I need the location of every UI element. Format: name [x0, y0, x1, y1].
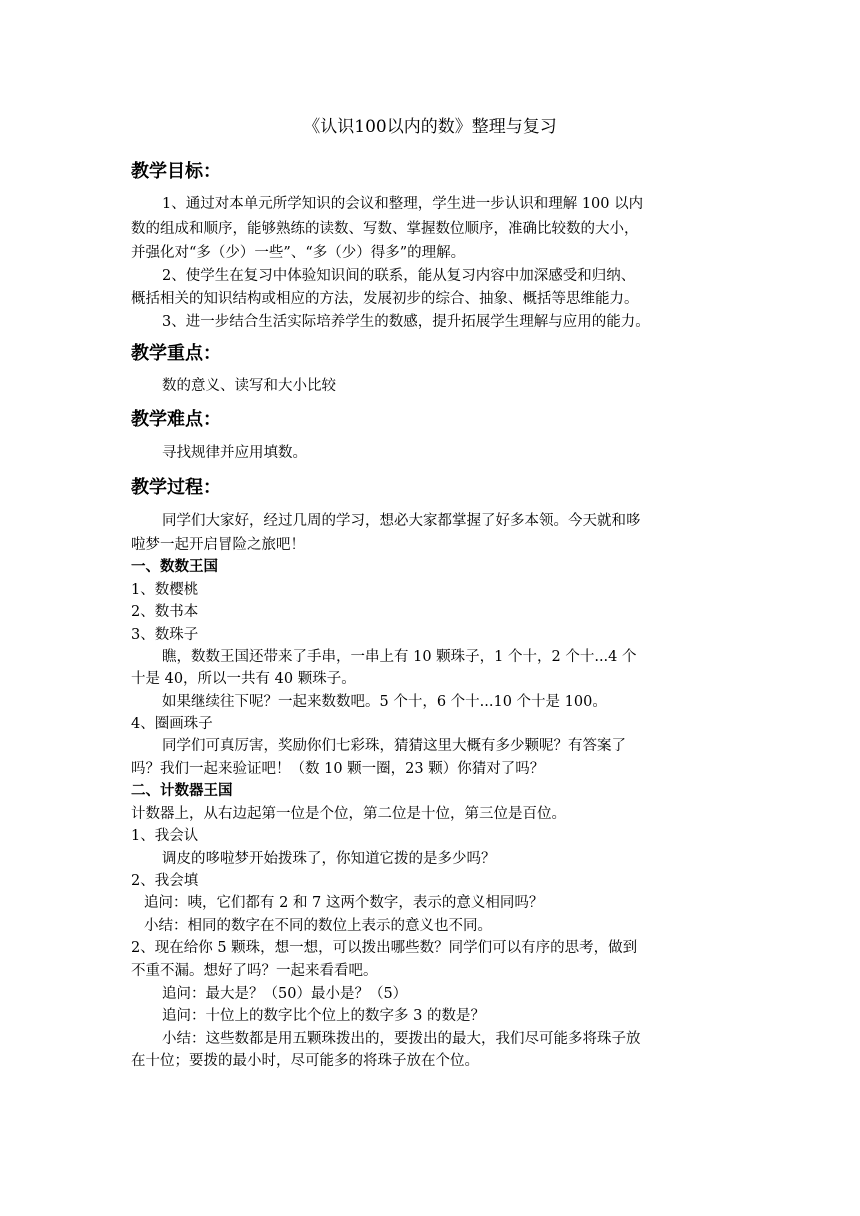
objectives-line: 并强化对“多（少）一些”、“多（少）得多”的理解。: [131, 245, 466, 261]
process-line: 1、数樱桃: [131, 582, 199, 598]
process-line: 同学们大家好，经过几周的学习，想必大家都掌握了好多本领。今天就和哆: [162, 513, 641, 529]
process-line: 小结：相同的数字在不同的数位上表示的意义也不同。: [144, 918, 492, 934]
process-line: 不重不漏。想好了吗？一起来看看吧。: [131, 963, 378, 979]
objectives-heading: 教学目标：: [131, 161, 221, 182]
process-line: 追问：最大是？（50）最小是？（5）: [162, 986, 408, 1002]
process-line: 如果继续往下呢？一起来数数吧。5 个十，6 个十...10 个十是 100。: [162, 694, 607, 710]
process-line: 小结：这些数都是用五颗珠拨出的，要拨出的最大，我们尽可能多将珠子放: [162, 1031, 641, 1047]
process-line: 啦梦一起开启冒险之旅吧！: [131, 537, 305, 553]
objectives-line: 1、通过对本单元所学知识的会议和整理，学生进一步认识和理解 100 以内: [162, 196, 644, 212]
process-line: 2、我会填: [131, 873, 199, 889]
difficulties-text: 寻找规律并应用填数。: [162, 445, 307, 461]
process-line: 2、现在给你 5 颗珠，想一想，可以拨出哪些数？同学们可以有序的思考，做到: [131, 940, 638, 956]
process-line: 追问：十位上的数字比个位上的数字多 3 的数是？: [162, 1008, 485, 1024]
process-line: 十是 40，所以一共有 40 颗珠子。: [131, 671, 356, 687]
objectives-line: 数的组成和顺序，能够熟练的读数、写数、掌握数位顺序，准确比较数的大小，: [131, 221, 639, 237]
key-points-heading: 教学重点：: [131, 343, 221, 364]
process-line: 3、数珠子: [131, 627, 199, 643]
process-line: 2、数书本: [131, 604, 199, 620]
document-title: 《认识100以内的数》整理与复习: [303, 117, 557, 137]
section-heading-counting-kingdom: 一、数数王国: [131, 559, 218, 575]
process-line: 在十位；要拨的最小时，尽可能多的将珠子放在个位。: [131, 1053, 479, 1069]
process-line: 调皮的哆啦梦开始拨珠了，你知道它拨的是多少吗？: [162, 851, 496, 867]
process-line: 1、我会认: [131, 828, 199, 844]
process-line: 4、圈画珠子: [131, 716, 213, 732]
key-points-text: 数的意义、读写和大小比较: [162, 378, 336, 394]
process-heading: 教学过程：: [131, 477, 221, 498]
process-line: 瞧，数数王国还带来了手串，一串上有 10 颗珠子，1 个十，2 个十...4 个: [162, 649, 637, 665]
objectives-line: 3、进一步结合生活实际培养学生的数感，提升拓展学生理解与应用的能力。: [162, 314, 650, 330]
section-heading-counter-kingdom: 二、计数器王国: [131, 783, 233, 799]
objectives-line: 概括相关的知识结构或相应的方法，发展初步的综合、抽象、概括等思维能力。: [131, 291, 639, 307]
process-line: 计数器上，从右边起第一位是个位，第二位是十位，第三位是百位。: [131, 806, 566, 822]
objectives-line: 2、使学生在复习中体验知识间的联系，能从复习内容中加深感受和归纳、: [162, 268, 636, 284]
process-line: 同学们可真厉害，奖励你们七彩珠，猜猜这里大概有多少颗呢？有答案了: [162, 738, 626, 754]
process-line: 吗？我们一起来验证吧！（数 10 颗一圈，23 颗）你猜对了吗？: [131, 761, 545, 777]
difficulties-heading: 教学难点：: [131, 409, 221, 430]
process-line: 追问：咦，它们都有 2 和 7 这两个数字，表示的意义相同吗？: [144, 895, 544, 911]
